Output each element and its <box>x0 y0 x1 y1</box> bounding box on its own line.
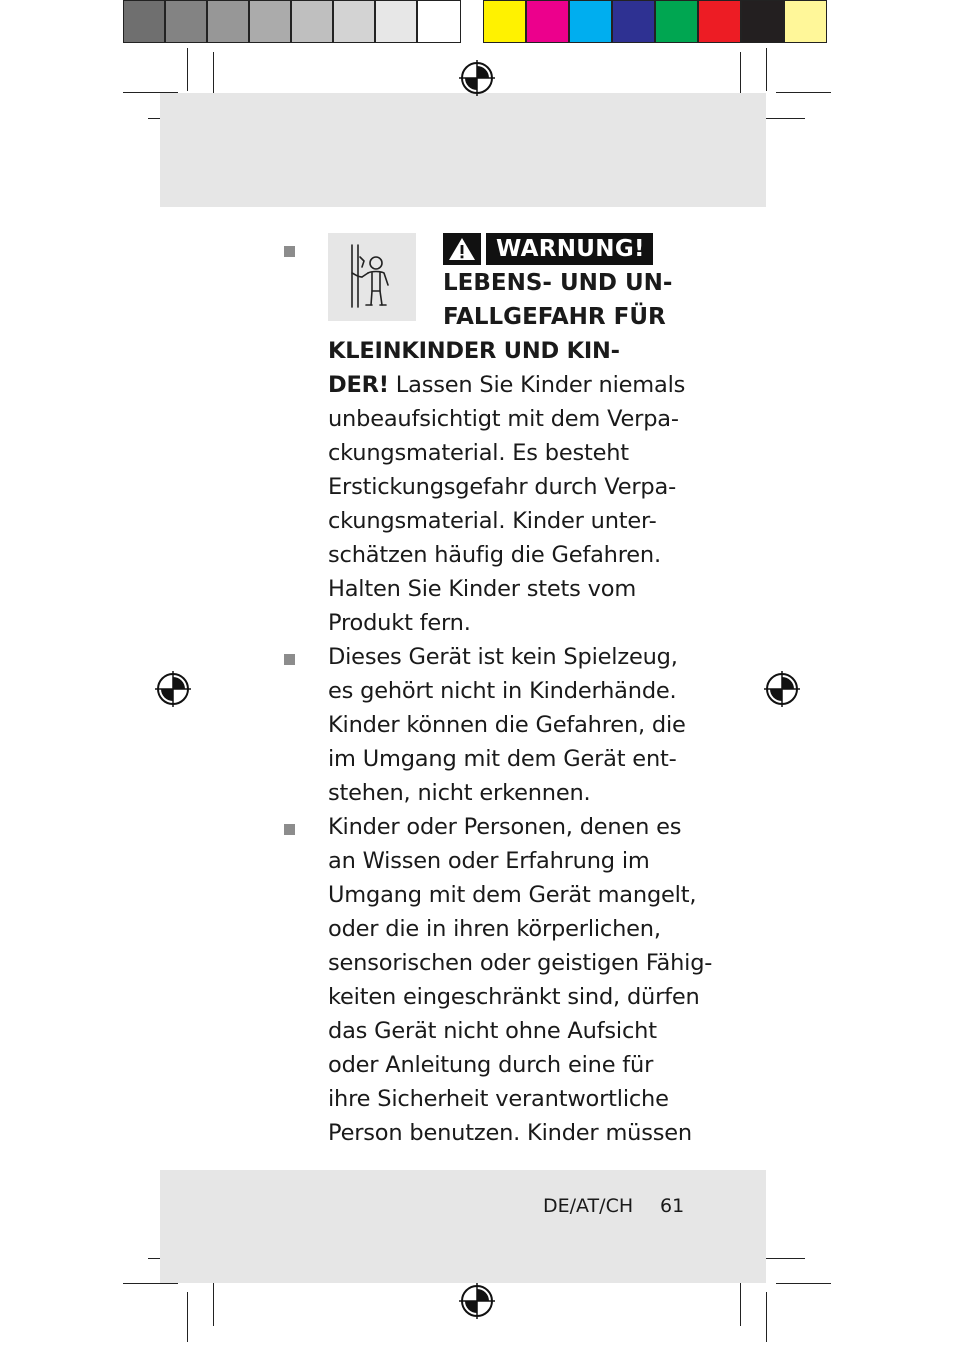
gray-swatch <box>165 0 207 43</box>
body-text: stehen, nicht erkennen. <box>328 780 591 806</box>
body-text: Dieses Gerät ist kein Spielzeug, <box>328 644 678 670</box>
color-swatch <box>741 0 784 43</box>
registration-mark-icon <box>459 60 495 96</box>
gray-swatch <box>123 0 165 43</box>
registration-mark-icon <box>459 1283 495 1319</box>
text-line <box>328 742 686 776</box>
text-line <box>328 538 685 572</box>
color-swatch <box>698 0 741 43</box>
text-line <box>328 878 712 912</box>
text-line <box>328 1048 712 1082</box>
body-text: Produkt fern. <box>328 610 471 636</box>
text-line <box>328 470 685 504</box>
body-text: keiten eingeschränkt sind, dürfen <box>328 984 700 1010</box>
bullet-marker <box>284 824 295 835</box>
gray-swatch <box>249 0 291 43</box>
text-line <box>328 572 685 606</box>
warning-heading-line: LEBENS- UND UN- <box>443 270 673 296</box>
color-swatch <box>612 0 655 43</box>
footer-region: DE/AT/CH <box>543 1195 634 1217</box>
text-line <box>328 1082 712 1116</box>
body-text: unbeaufsichtigt mit dem Verpa- <box>328 406 679 432</box>
text-line <box>328 912 712 946</box>
text-line <box>328 436 685 470</box>
body-text: es gehört nicht in Kinderhände. <box>328 678 677 704</box>
crop-mark <box>740 1280 741 1326</box>
text-line <box>328 640 686 674</box>
color-swatch <box>483 0 526 43</box>
crop-mark <box>776 1283 831 1284</box>
crop-mark <box>187 48 188 91</box>
gray-swatch <box>207 0 249 43</box>
child-danger-icon <box>328 233 416 321</box>
text-line <box>328 1014 712 1048</box>
text-line <box>328 1116 712 1150</box>
text-line <box>328 334 685 368</box>
text-line <box>328 980 712 1014</box>
text-line <box>328 504 685 538</box>
body-text: Kinder können die Gefahren, die <box>328 712 686 738</box>
crop-mark <box>187 1292 188 1342</box>
grayscale-calibration-strip <box>123 0 461 45</box>
warning-triangle-icon <box>443 233 481 265</box>
bold-text: DER! <box>328 372 389 398</box>
warning-label: WARNUNG! <box>486 233 653 265</box>
text-line <box>328 674 686 708</box>
bullet-marker <box>284 654 295 665</box>
color-swatch <box>569 0 612 43</box>
body-text: das Gerät nicht ohne Aufsicht <box>328 1018 657 1044</box>
body-text: an Wissen oder Erfahrung im <box>328 848 650 874</box>
body-text: Person benutzen. Kinder müssen <box>328 1120 692 1146</box>
color-swatch <box>526 0 569 43</box>
list-item-1 <box>328 334 685 640</box>
warning-heading-line: FALLGEFAHR FÜR <box>443 304 666 330</box>
crop-mark <box>776 92 831 93</box>
warning-badge <box>443 233 653 265</box>
registration-mark-icon <box>155 671 191 707</box>
text-line <box>328 810 712 844</box>
gray-swatch <box>291 0 333 43</box>
text-line <box>328 368 685 402</box>
body-text: Umgang mit dem Gerät mangelt, <box>328 882 697 908</box>
text-line <box>328 402 685 436</box>
body-text: im Umgang mit dem Gerät ent- <box>328 746 677 772</box>
footer-band <box>160 1170 766 1283</box>
text-line <box>328 946 712 980</box>
body-text: schätzen häufig die Gefahren. <box>328 542 661 568</box>
bullet-marker <box>284 246 295 257</box>
color-calibration-strip <box>483 0 827 45</box>
body-text: Kinder oder Personen, denen es <box>328 814 682 840</box>
crop-mark <box>766 1292 767 1342</box>
gray-swatch <box>333 0 375 43</box>
gray-swatch <box>417 0 461 43</box>
text-line <box>328 844 712 878</box>
list-item-2 <box>328 640 686 810</box>
gray-swatch <box>375 0 417 43</box>
body-text: sensorischen oder geistigen Fähig- <box>328 950 713 976</box>
registration-mark-icon <box>764 671 800 707</box>
text-line <box>328 606 685 640</box>
color-swatch <box>784 0 827 43</box>
text-line <box>328 776 686 810</box>
list-item-3 <box>328 810 712 1150</box>
text-line <box>328 708 686 742</box>
page-number: 61 <box>660 1195 685 1217</box>
body-text: ckungsmaterial. Kinder unter- <box>328 508 657 534</box>
body-text: Lassen Sie Kinder niemals <box>388 372 686 398</box>
bold-text: KLEINKINDER UND KIN- <box>328 338 620 364</box>
body-text: ihre Sicherheit verantwortliche <box>328 1086 669 1112</box>
crop-mark <box>766 48 767 91</box>
crop-mark <box>213 1280 214 1326</box>
body-text: Erstickungsgefahr durch Verpa- <box>328 474 677 500</box>
body-text: oder Anleitung durch eine für <box>328 1052 654 1078</box>
header-band <box>160 93 766 207</box>
color-swatch <box>655 0 698 43</box>
body-text: oder die in ihren körperlichen, <box>328 916 661 942</box>
crop-mark <box>123 1283 178 1284</box>
body-text: ckungsmaterial. Es besteht <box>328 440 629 466</box>
body-text: Halten Sie Kinder stets vom <box>328 576 637 602</box>
